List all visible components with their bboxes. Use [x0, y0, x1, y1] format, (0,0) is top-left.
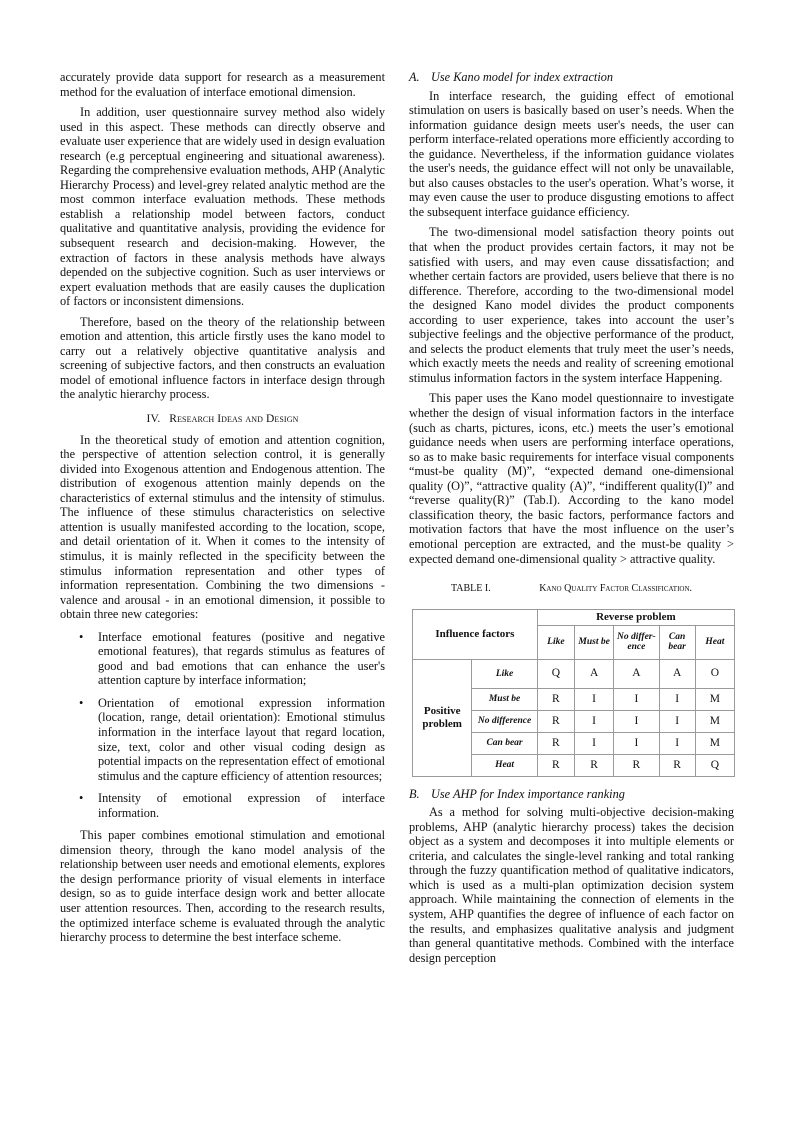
- column-header: Like: [537, 625, 574, 659]
- table-row: [413, 659, 735, 688]
- table-cell: I: [574, 688, 613, 710]
- table-cell: A: [659, 659, 695, 688]
- section-number: IV.: [146, 413, 161, 426]
- table-cell: R: [574, 754, 613, 776]
- table-caption: [409, 582, 734, 597]
- row-header: Can bear: [472, 732, 537, 754]
- table-cell: R: [614, 754, 659, 776]
- list-item: [79, 629, 385, 688]
- bullet-icon: •: [79, 629, 84, 644]
- table-cell: R: [537, 732, 574, 754]
- paragraph: In the theoretical study of emotion and attention cognition, the perspective of attention selection control, it is generally divided into Exogenous attention and Endogenous attention. The distribution of exogenous attention mainly depends on the characteristics of external stimulus and the intensity of stimulus. The influence of these stimulus characteristics on selective attention is usually manifested according to the location, scope, and detail orientation of it. When it comes to the intensity of stimulus, it is mainly reflected in the specificity between the stimulus information representation and other types of information representation. Combining the two dimensions - valence and arousal - in an emotional dimension, it possible to obtain three new categories:: [60, 432, 385, 622]
- paragraph: As a method for solving multi-objective decision-making problems, AHP (analytic hierarchy process) takes the decision object as a system and decomposes it into multiple elements or criteria, and calculates the single-level ranking and total ranking through the fuzzy quantification method of qualitative indicators, which is used as a multi-plan optimization decision system approach. While maintaining the connection of elements in the system, AHP quantifies the degree of influence of each factor on the results, and emphasizes qualitative analysis and judgment than general quantitative methods. Combined with the interface design perception: [409, 805, 734, 965]
- kano-classification-table: [412, 609, 735, 777]
- table-cell: M: [695, 732, 734, 754]
- paragraph: Therefore, based on the theory of the relationship between emotion and attention, this article firstly uses the kano model to carry out a relatively objective quantitative analysis and screening of subjective factors, and then constructs an evaluation model of emotional influence factors in interface design through the analytic hierarchy process.: [60, 314, 385, 402]
- row-header: Like: [472, 659, 537, 688]
- subsection-heading: [409, 70, 734, 85]
- paragraph: This paper combines emotional stimulation and emotional dimension theory, through the kano model analysis of the relationship between user needs and emotional elements, explores the design performance priority of visual elements in interface design, so as to guide interface design work and better allocate user attention resources. Then, according to the research results, the optimized interface scheme is evaluated through the analytic hierarchy process to determine the best interface scheme.: [60, 828, 385, 945]
- table-cell: I: [614, 732, 659, 754]
- list-item: [79, 695, 385, 783]
- paragraph: accurately provide data support for research as a measurement method for the evaluation of interface emotional dimension.: [60, 70, 385, 99]
- bullet-icon: •: [79, 791, 84, 806]
- left-column: [60, 70, 385, 951]
- table-cell: A: [574, 659, 613, 688]
- row-header: No difference: [472, 710, 537, 732]
- table-cell: I: [659, 732, 695, 754]
- table-label: TABLE I.: [450, 583, 491, 595]
- table-cell: I: [614, 710, 659, 732]
- right-column: [409, 70, 734, 971]
- list-item-text: Orientation of emotional expression information (location, range, detail orientation): Emotional stimulus information in the interface layout that regard location, size, text, color and other visual coding design as potential impacts on the representation effect of emotional stimulus and the capture efficiency of attention resources;: [98, 695, 385, 783]
- column-header: No differ-ence: [614, 625, 659, 659]
- subsection-heading: [409, 787, 734, 802]
- column-header: Heat: [695, 625, 734, 659]
- table-cell: M: [695, 710, 734, 732]
- subsection-number: A.: [409, 70, 420, 84]
- table-cell: I: [574, 710, 613, 732]
- table-cell: I: [614, 688, 659, 710]
- section-heading: [60, 412, 385, 427]
- list-item: [79, 791, 385, 820]
- table-cell: Q: [537, 659, 574, 688]
- bullet-icon: •: [79, 695, 84, 710]
- subsection-title: Use AHP for Index importance ranking: [431, 786, 625, 801]
- table-cell: R: [659, 754, 695, 776]
- column-header: Must be: [574, 625, 613, 659]
- subsection-title: Use Kano model for index extraction: [431, 70, 614, 84]
- table-cell: O: [695, 659, 734, 688]
- table-cell: R: [537, 710, 574, 732]
- column-group-header: Reverse problem: [537, 609, 734, 625]
- table-cell: I: [574, 732, 613, 754]
- row-group-header: Positive problem: [413, 659, 472, 776]
- row-header: Must be: [472, 688, 537, 710]
- table-cell: I: [659, 710, 695, 732]
- table-cell: A: [614, 659, 659, 688]
- table-cell: M: [695, 688, 734, 710]
- subsection-number: B.: [409, 786, 420, 801]
- table-cell: Q: [695, 754, 734, 776]
- table-cell: R: [537, 688, 574, 710]
- table-cell: I: [659, 688, 695, 710]
- paragraph: The two-dimensional model satisfaction theory points out that when the product provides certain factors, it may not be satisfied with users, and may even cause dissatisfaction; and whether certain factors are provided, users believe that there is no difference. Therefore, according to the two-dimensional model the designed Kano model divides the product components according to user experience, takes into account the user’s subjective feelings and the objective performance of the product, and selects the product elements that truly meet the user’s needs, which exactly meets the needs and reality of screening emotional stimulus information factors in the system interface Happening.: [409, 225, 734, 385]
- table-cell: R: [537, 754, 574, 776]
- list-item-text: Intensity of emotional expression of interface information.: [98, 791, 385, 820]
- paragraph: In interface research, the guiding effect of emotional stimulation on users is basically based on user’s needs. When the information guidance design meets user's needs, the user can perform interface-related operations more efficiently according to the guidance. Nevertheless, if the information guidance violates the user's needs, the guidance effect will not only be unavailable, but also causes obstacles to the user's operation. What’s worse, it may even cause the user to produce disgusting emotions to affect the subsequent interface guidance efficiency.: [409, 88, 734, 219]
- bullet-list: [60, 630, 385, 821]
- row-header: Heat: [472, 754, 537, 776]
- paragraph: In addition, user questionnaire survey method also widely used in this aspect. These methods can directly observe and evaluate user experience that are widely used in design evaluation research (e.g perceptual engineering and situational awareness). Regarding the comprehensive evaluation methods, AHP (Analytic Hierarchy Process) and level-grey related analytic method are the most common interface evaluation methods. These methods establish a relationship model between factors, conduct qualitative and quantitative analysis, providing the evidence for subsequent research and decision-making. However, the extraction of factors in these analysis methods have always depended on the subjective cognition. Such as user interviews or expert evaluation methods that are easily causes the duplication of factors or inconsistent dimensions.: [60, 105, 385, 309]
- table-title: Kano Quality Factor Classification.: [539, 583, 693, 595]
- section-title: Research Ideas and Design: [169, 413, 299, 426]
- list-item-text: Interface emotional features (positive and negative emotional features), that regards stimulus as features of good and bad emotions that can enhance the user's attention capture by interface information;: [98, 629, 385, 688]
- column-header: Can bear: [659, 625, 695, 659]
- corner-header: Influence factors: [413, 609, 538, 659]
- paragraph: This paper uses the Kano model questionnaire to investigate whether the design of visual information factors in the interface (such as charts, pictures, icons, etc.) meets the user’s emotional guidance needs when users are performing interface operations, so as to make basic requirements for interface visual components “must-be quality (M)”, “expected demand one-dimensional quality (O)”, “attractive quality (A)”, “indifferent quality(I)” and “reverse quality(R)” (Tab.I). According to the kano model classification theory, the basic factors, performance factors and motivation factors that have the most influence on the user’s emotional perception are extracted, and the must-be quality > expected demand one-dimensional quality > attractive quality.: [409, 391, 734, 566]
